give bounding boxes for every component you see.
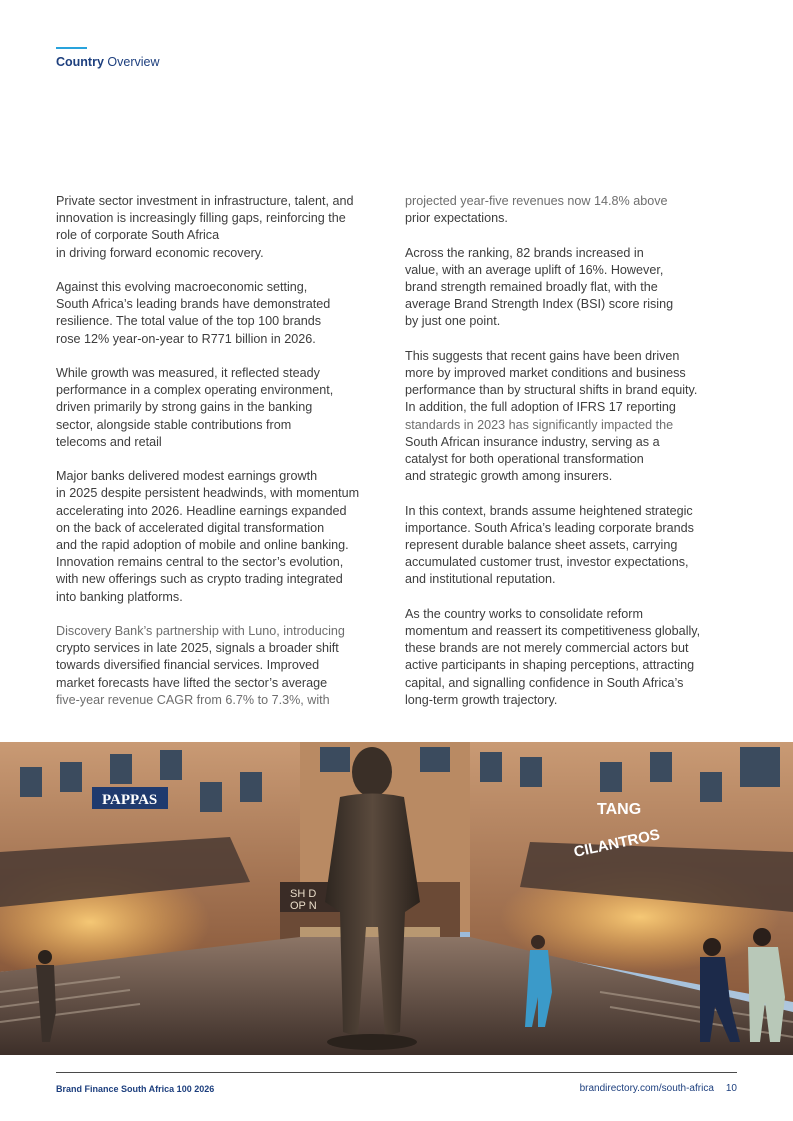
paragraph-gap: [405, 331, 735, 348]
paragraph-gap: [405, 589, 735, 606]
body-text-line: in 2025 despite persistent headwinds, with momentum: [56, 486, 360, 501]
body-text-line: importance. South Africa’s leading corporate brands: [405, 520, 694, 535]
body-text-line: While growth was measured, it reflected steady: [56, 366, 320, 380]
body-text-line: more by improved market conditions and business: [405, 366, 686, 380]
body-text-line: accumulated customer trust, investor expectations,: [405, 555, 689, 570]
pappas-sign: PAPPAS: [102, 792, 158, 808]
body-text-line: represent durable balance sheet assets, carrying: [405, 538, 678, 553]
body-text-line: momentum and reassert its competitiveness globally,: [405, 624, 701, 639]
body-text-line: Across the ranking, 82 brands increased in: [405, 245, 644, 260]
body-text-line: and institutional reputation.: [405, 572, 556, 587]
paragraph-gap: [56, 451, 386, 468]
section-title: [56, 55, 160, 69]
body-text-line: long-term growth trajectory.: [405, 692, 558, 707]
body-text-line: role of corporate South Africa: [56, 228, 220, 243]
body-text-line: in driving forward economic recovery.: [56, 245, 264, 260]
hero-photo-nelson-mandela-square: [0, 742, 793, 1055]
paragraph-gap: [405, 485, 735, 502]
section-title-strong: Country: [56, 55, 104, 69]
body-text-line: into banking platforms.: [56, 589, 183, 604]
body-text-line: Major banks delivered modest earnings growth: [56, 469, 318, 484]
body-text-line: performance in a complex operating environment,: [56, 383, 334, 398]
paragraph-gap: [405, 227, 735, 244]
body-text-line: As the country works to consolidate reform: [405, 606, 643, 621]
body-text-line: these brands are not merely commercial actors but: [405, 641, 689, 656]
body-text-line: innovation is increasingly filling gaps, reinforcing the: [56, 211, 346, 226]
body-text-line: value, with an average uplift of 16%. However,: [405, 262, 664, 277]
body-text-line: market forecasts have lifted the sector’s average: [56, 675, 328, 690]
body-text-line: South Africa’s leading brands have demonstrated: [56, 297, 331, 312]
body-text-line: Private sector investment in infrastructure, talent, and: [56, 194, 354, 208]
body-text-line: Innovation remains central to the sector’s evolution,: [56, 555, 344, 570]
body-text-line: In addition, the full adoption of IFRS 17 reporting: [405, 400, 676, 415]
header-accent-rule: [56, 47, 87, 49]
footer-rule: [56, 1072, 737, 1073]
cilantros-sign: CILANTROS: [572, 826, 662, 861]
body-text-line: driven primarily by strong gains in the banking: [56, 400, 313, 415]
body-text-line: accelerating into 2026. Headline earnings expanded: [56, 503, 347, 518]
body-text-line: In this context, brands assume heightened strategic: [405, 503, 693, 518]
body-text-line: projected year-five revenues now 14.8% above: [405, 194, 668, 208]
page-number: 10: [725, 1083, 737, 1094]
paragraph-gap: [56, 606, 386, 623]
body-text-line: and the rapid adoption of mobile and online banking.: [56, 538, 349, 553]
body-text-line: brand strength remained broadly flat, with the: [405, 280, 658, 294]
body-text-line: with new offerings such as crypto trading integrated: [56, 572, 343, 587]
body-column-right: [405, 193, 735, 709]
body-text-line: telecoms and retail: [56, 434, 162, 449]
footer-publication-title: Brand Finance South Africa 100 2026: [56, 1084, 215, 1094]
body-text-line: towards diversified financial services. Improved: [56, 658, 320, 673]
body-text-line: rose 12% year-on-year to R771 billion in 2026.: [56, 331, 316, 346]
body-text-line: Against this evolving macroeconomic setting,: [56, 280, 308, 294]
photo-illustration: [0, 742, 793, 1055]
body-text-line: resilience. The total value of the top 100 brands: [56, 314, 322, 329]
body-text-line: and strategic growth among insurers.: [405, 469, 613, 484]
body-text-line: sector, alongside stable contributions from: [56, 417, 292, 432]
body-text-line: This suggests that recent gains have been driven: [405, 348, 680, 363]
body-text-line: standards in 2023 has significantly impacted the: [405, 417, 674, 432]
section-title-rest: Overview: [103, 55, 160, 69]
body-text-line: Discovery Bank’s partnership with Luno, introducing: [56, 624, 345, 639]
shop-sign-line-1: SH D: [290, 888, 317, 900]
body-text-line: prior expectations.: [405, 211, 508, 226]
body-text-line: by just one point.: [405, 314, 501, 329]
shop-sign-line-2: OP N: [290, 900, 317, 912]
body-text-line: South African insurance industry, serving as a: [405, 434, 660, 449]
paragraph-gap: [56, 348, 386, 365]
footer-url-link[interactable]: brandirectory.com/south-africa: [579, 1083, 714, 1094]
body-text-line: catalyst for both operational transformation: [405, 452, 644, 467]
body-text-line: five-year revenue CAGR from 6.7% to 7.3%, with: [56, 692, 330, 707]
body-text-line: on the back of accelerated digital transformation: [56, 520, 325, 535]
tang-sign: TANG: [597, 801, 642, 818]
paragraph-gap: [56, 262, 386, 279]
body-text-line: average Brand Strength Index (BSI) score rising: [405, 297, 674, 312]
body-text-line: capital, and signalling confidence in South Africa’s: [405, 675, 684, 690]
footer-right: [580, 1083, 737, 1094]
body-text-line: performance than by structural shifts in brand equity.: [405, 383, 698, 398]
body-text-line: active participants in shaping perceptions, attracting: [405, 658, 695, 673]
body-column-left: [56, 193, 386, 709]
body-text-line: crypto services in late 2025, signals a broader shift: [56, 641, 339, 656]
